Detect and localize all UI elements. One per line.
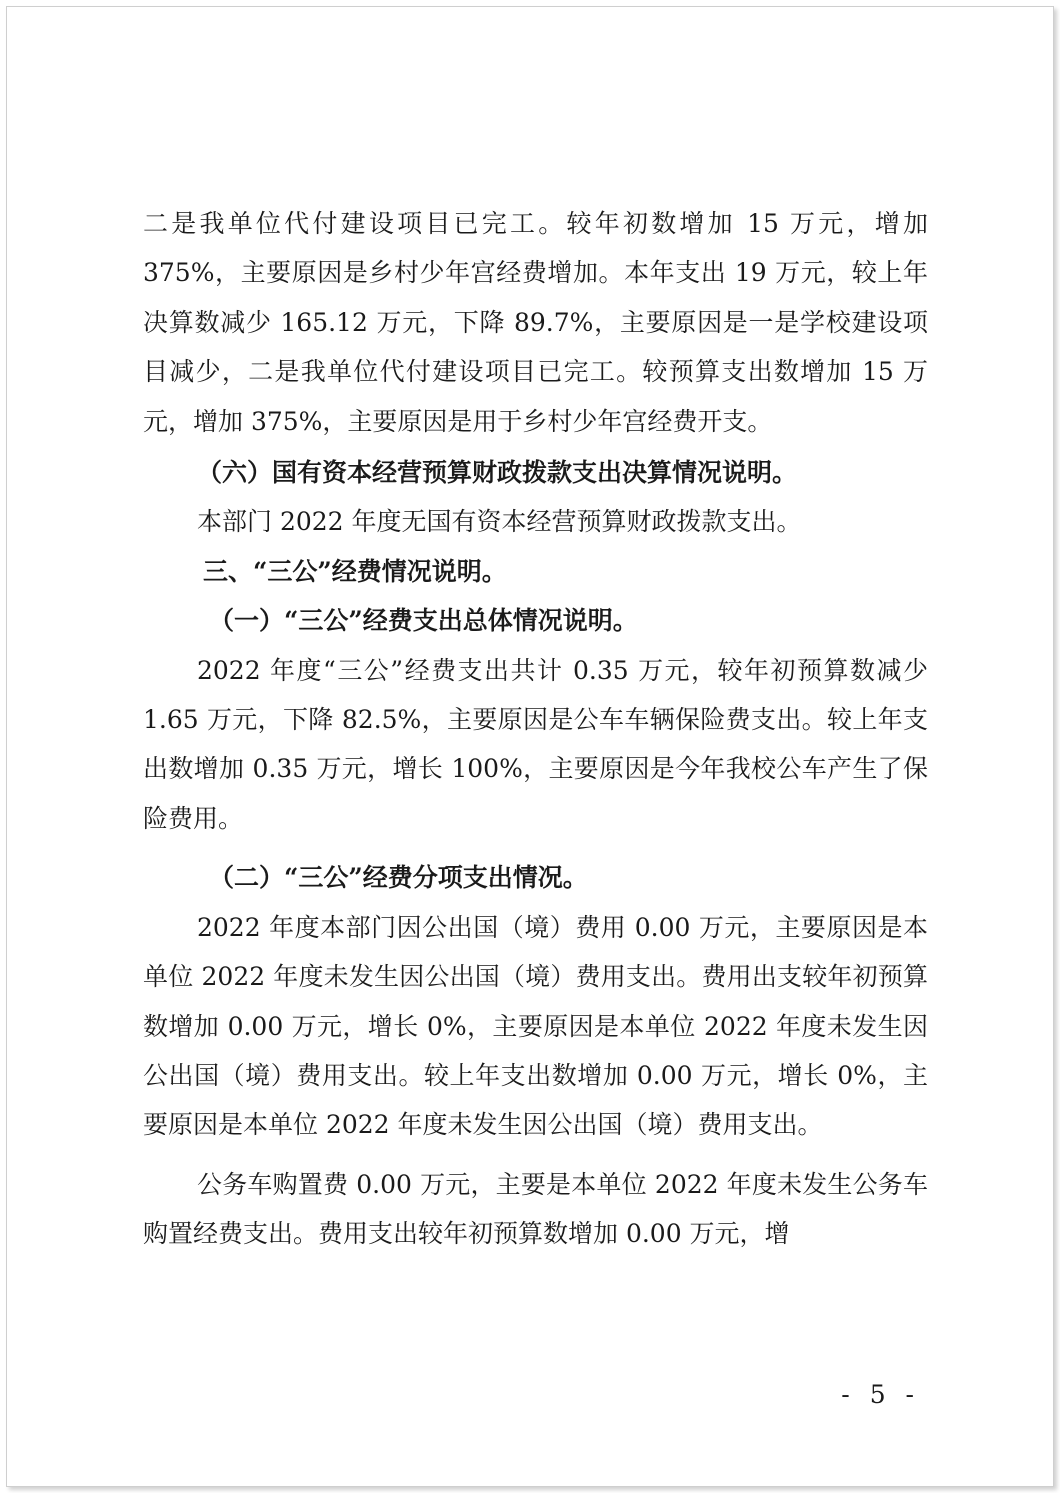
page-number: - 5 - [841,1380,920,1409]
heading-overall-three-public: （一）“三公”经费支出总体情况说明。 [209,606,638,636]
paragraph-overall-three-public: 2022 年度“三公”经费支出共计 0.35 万元，较年初预算数减少 1.65 万元，下降 82.5%，主要原因是公车车辆保险费支出。较上年支出数增加 0.35 万元，增长 100%，主要原因是今年我校公车产生了保险费用。 [143,655,928,833]
heading-itemized-three-public: （二）“三公”经费分项支出情况。 [209,863,588,893]
document-body [143,199,928,1259]
paragraph-construction-project: 二是我单位代付建设项目已完工。较年初数增加 15 万元，增加 375%，主要原因是乡村少年宫经费增加。本年支出 19 万元，较上年决算数减少 165.12 万元，下降 89.7%，主要原因是一是学校建设项目减少，二是我单位代付建设项目已完工。较预算支出数增加 15 万元，增加 375%，主要原因是用于乡村少年宫经费开支。 [143,209,928,436]
paragraph-vehicle-purchase: 公务车购置费 0.00 万元，主要是本单位 2022 年度未发生公务车购置经费支出。费用支出较年初预算数增加 0.00 万元，增 [143,1169,928,1249]
paragraph-overseas-travel: 2022 年度本部门因公出国（境）费用 0.00 万元，主要原因是本单位 2022 年度未发生因公出国（境）费用支出。费用出支较年初预算数增加 0.00 万元，增长 0%，主要原因是本单位 2022 年度未发生因公出国（境）费用支出。较上年支出数增加 0.00 万元，增长 0%，主要原因是本单位 2022 年度未发生因公出国（境）费用支出。 [143,912,928,1140]
paragraph-no-state-capital-expenditure: 本部门 2022 年度无国有资本经营预算财政拨款支出。 [197,507,802,537]
heading-three-public-expenses: 三、“三公”经费情况说明。 [203,556,507,586]
heading-state-capital-budget: （六）国有资本经营预算财政拨款支出决算情况说明。 [197,458,798,488]
